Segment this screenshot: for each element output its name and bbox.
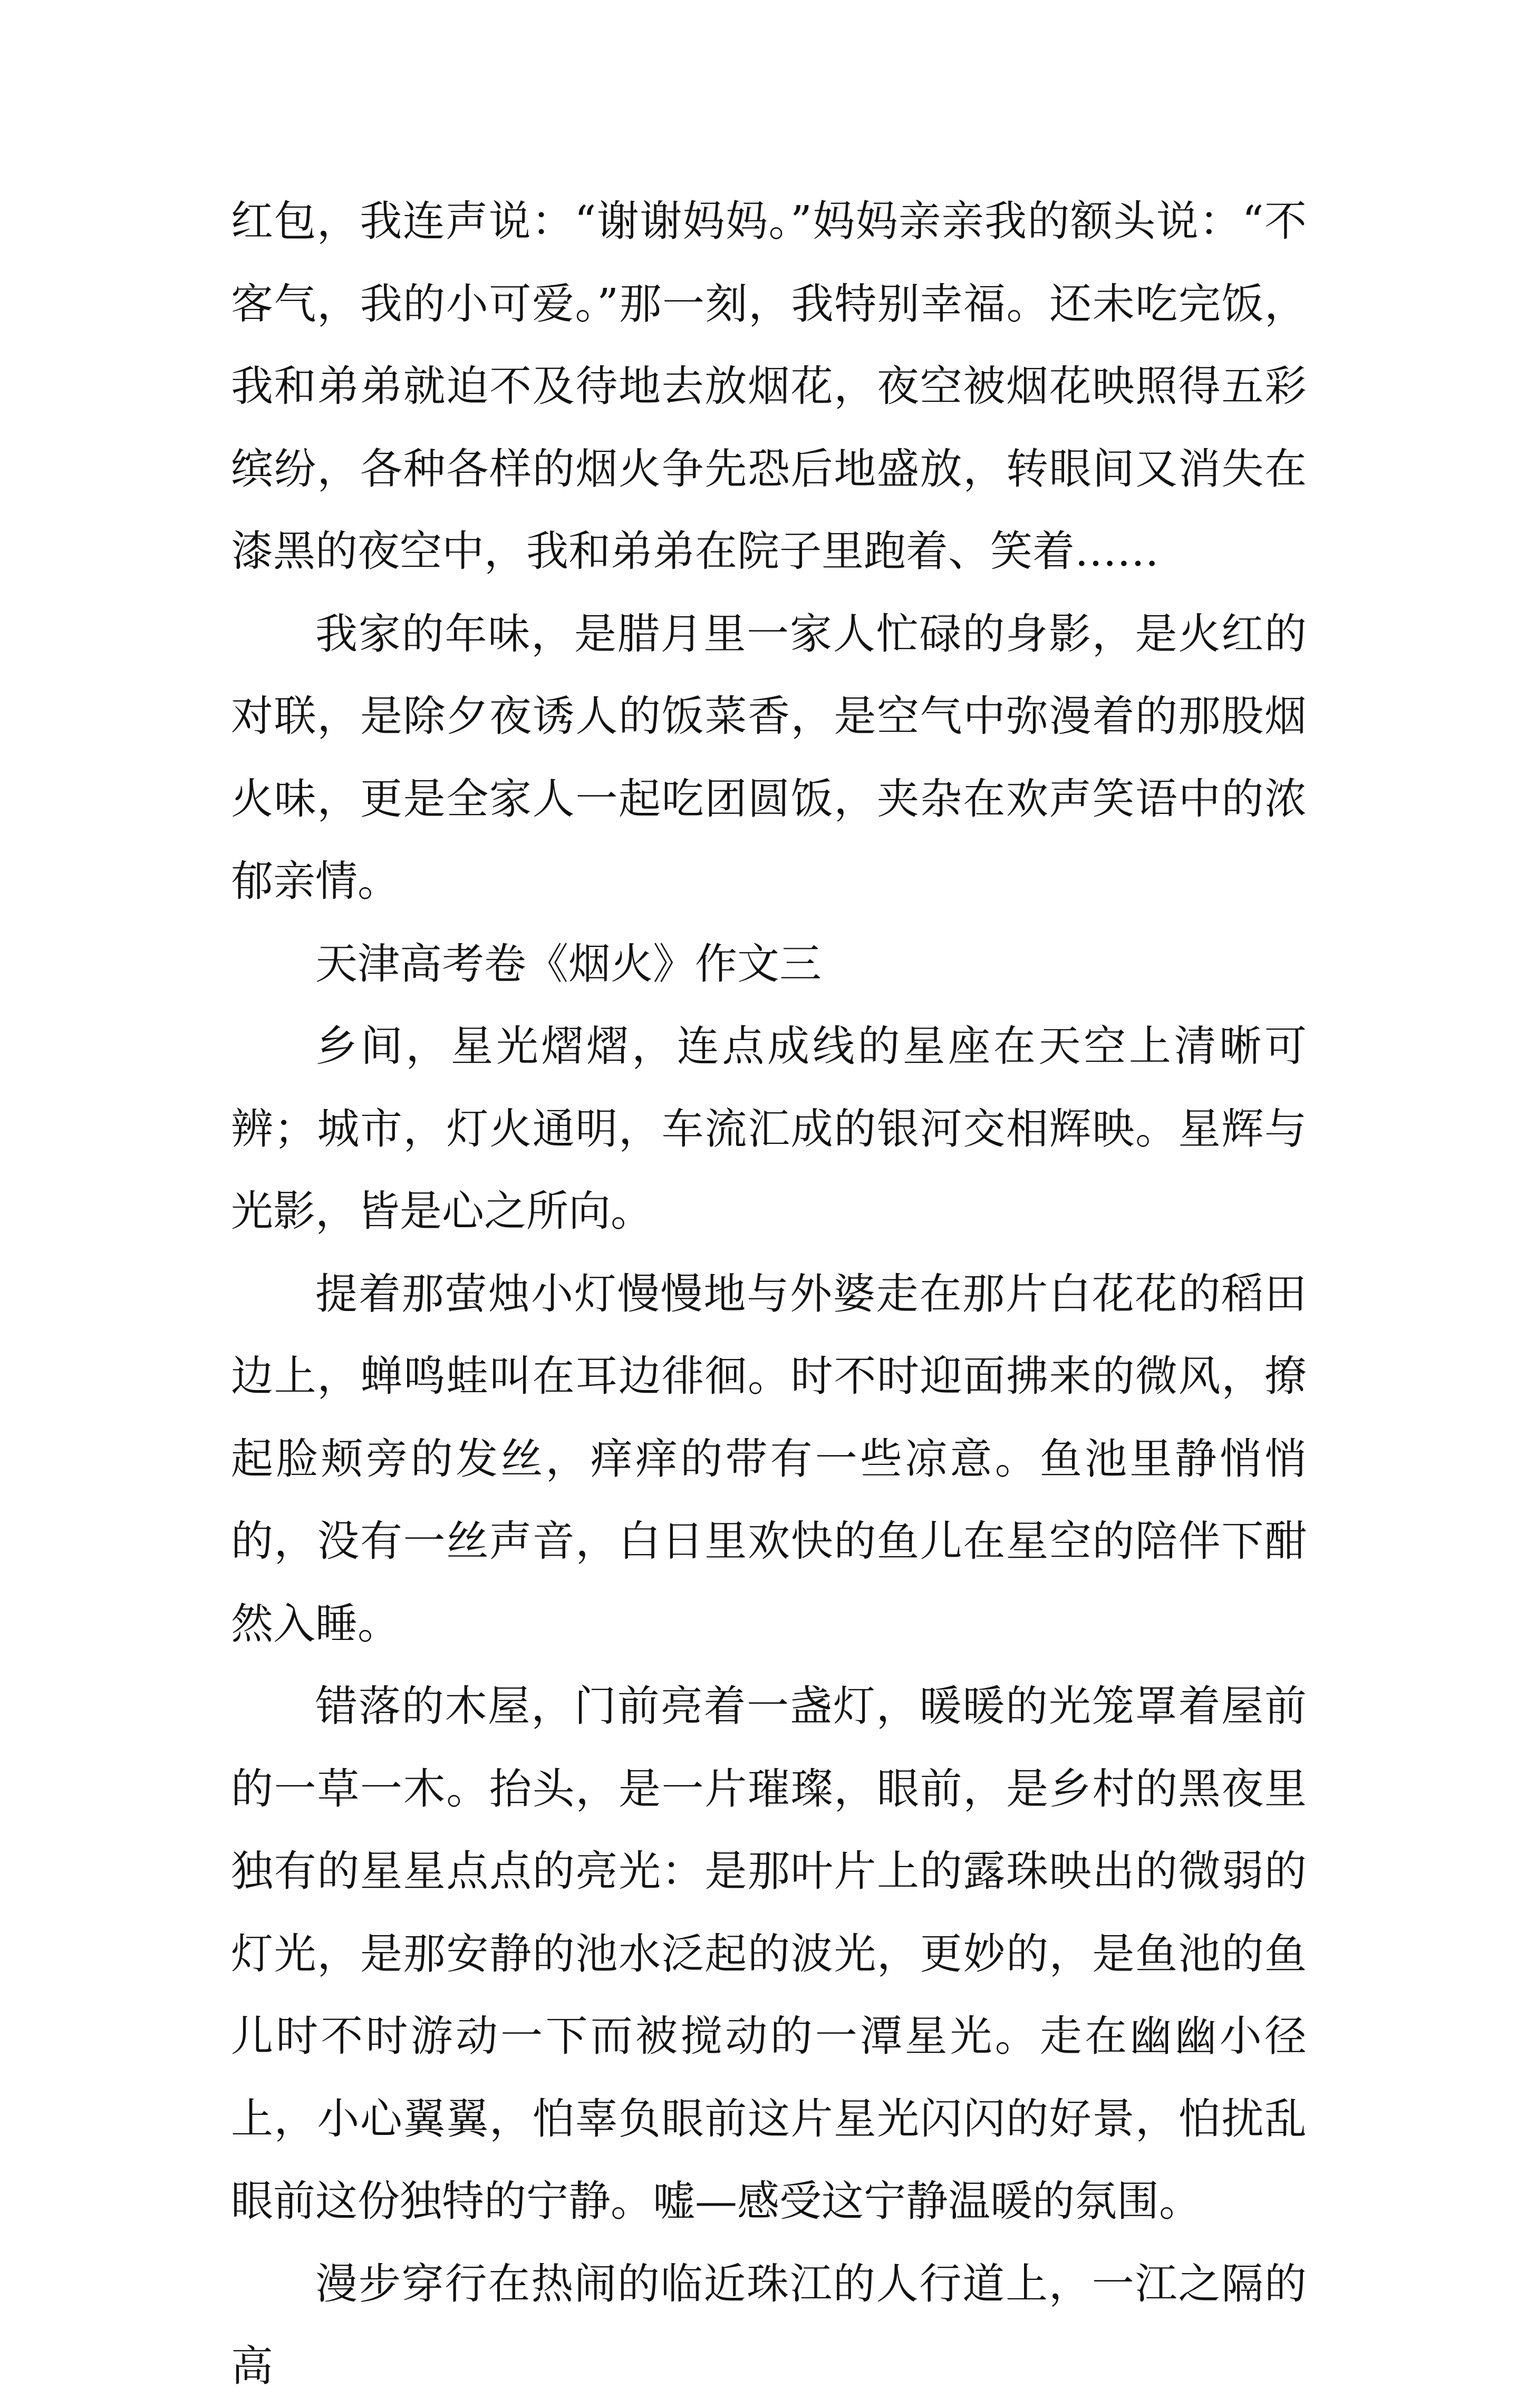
paragraph-3: 乡间，星光熠熠，连点成线的星座在天空上清晰可辨；城市，灯火通明，车流汇成的银河交相辉映。星辉与光影，皆是心之所向。 [231,1022,1307,1236]
paragraph-1: 红包，我连声说：“谢谢妈妈。”妈妈亲亲我的额头说：“不客气，我的小可爱。”那一刻，我特别幸福。还未吃完饭，我和弟弟就迫不及待地去放烟花，夜空被烟花映照得五彩缤纷，各种各样的烟火争先恐后地盛放，转眼间又消失在漆黑的夜空中，我和弟弟在院子里跑着、笑着…… [231,197,1307,576]
section-heading: 天津高考卷《烟火》作文三 [315,939,822,988]
paragraph-5: 错落的木屋，门前亮着一盏灯，暖暖的光笼罩着屋前的一草一木。抬头，是一片璀璨，眼前，是乡村的黑夜里独有的星星点点的亮光：是那叶片上的露珠映出的微弱的灯光，是那安静的池水泛起的波光，更妙的，是鱼池的鱼儿时不时游动一下而被搅动的一潭星光。走在幽幽小径上，小心翼翼，怕辜负眼前这片星光闪闪的好景，怕扰乱眼前这份独特的宁静。嘘—感受这宁静温暖的氛围。 [231,1682,1307,2226]
paragraph-4: 提着那萤烛小灯慢慢地与外婆走在那片白花花的稻田边上，蝉鸣蛙叫在耳边徘徊。时不时迎面拂来的微风，撩起脸颊旁的发丝，痒痒的带有一些凉意。鱼池里静悄悄的，没有一丝声音，白日里欢快的鱼儿在星空的陪伴下酣然入睡。 [231,1269,1307,1648]
document-body [231,180,1307,2408]
paragraph-2: 我家的年味，是腊月里一家人忙碌的身影，是火红的对联，是除夕夜诱人的饭菜香，是空气中弥漫着的那股烟火味，更是全家人一起吃团圆饭，夹杂在欢声笑语中的浓郁亲情。 [231,609,1307,906]
paragraph-6: 漫步穿行在热闹的临近珠江的人行道上，一江之隔的高 [231,2259,1307,2391]
